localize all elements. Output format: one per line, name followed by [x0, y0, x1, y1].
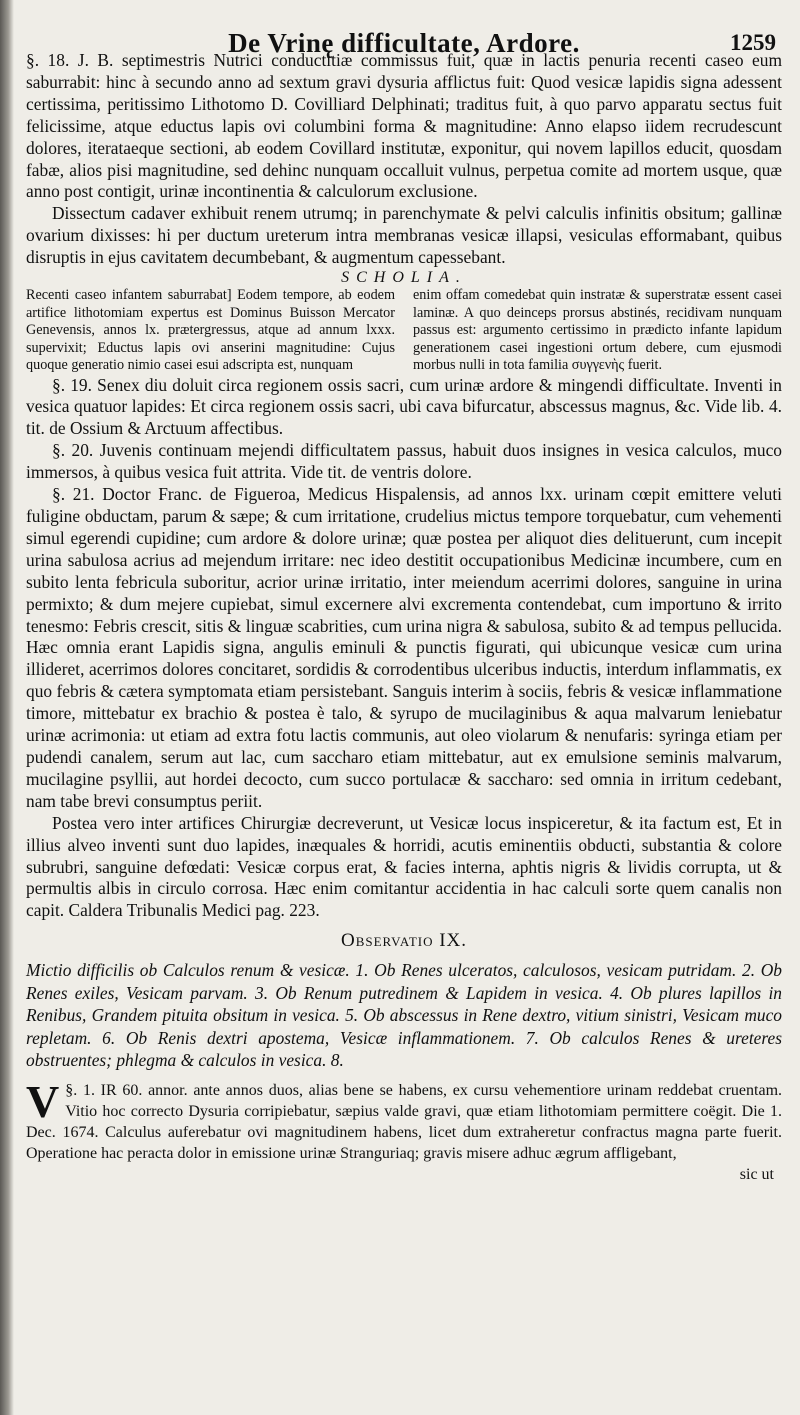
page-header — [26, 0, 782, 58]
scholia-heading: SCHOLIA. — [341, 269, 467, 287]
paragraph-21: §. 21. Doctor Franc. de Figueroa, Medicus Hispalensis, ad annos lxx. urinam cœpit emittere veluti fuligine obductam, parum & sæpe; & cum irritatione, crudelius mictus tempore torquebatur, cum vehementi simul egerendi cupidine; cum ardore & dolore urinæ; quæ postea per aliquot dies delituerunt, cum incepit urina sabulosa acrius ad mejendum irritare: nec ideo destitit occupationibus Medicinæ incumbere, cum en subito lenta febricula suboritur, acrior urinæ irritatio, inter meiendum acerrimi dolores, sanguine in urina permixto; & dum mejere cupiebat, simul excernere alvi excrementa contendebat, cum importuno & irrito tenesmo: Febris crescit, sitis & linguæ scabrities, cum urina nigra & sabulosa, subito & ad tempus pellucida. Hæc omnia erant Lapidis signa, angulis eminuli & punctis figurati, qui ubicunque vesicæ cum urina illideret, acerrimos dolores concitaret, sordidis & corrodentibus ulceribus inductis, interdum inflammatis, ex quo febris & cætera symptomata etiam persistebant. Sanguis interim à sociis, febris & vesicæ inflammatione timore, mittebatur ex brachio & postea è talo, & syrupo de mucilaginibus & aqua malvarum leniebatur urinæ acrimonia: ut etiam ad extra fotu lactis communis, aut oleo violarum & nenufaris: syringa etiam per pudendi canalem, serum aut lac, cum saccharo etiam mittebatur, aut ex emulsione seminis malvarum, mucilagine psyllii, aut hordei decocto, cum succo portulacæ & saccharo: sed omnia in irritum cedebant, nam tabe brevi consumptus periit. — [26, 484, 782, 811]
main-text-top — [26, 50, 782, 269]
paragraph-20: §. 20. Juvenis continuam mejendi difficultatem passus, habuit duos insignes in vesica calculos, muco immersos, à quibus vesica fuit attrita. Vide tit. de ventris dolore. — [26, 440, 782, 483]
scholia-left-column: Recenti caseo infantem saburrabat] Eodem tempore, ab eodem artifice lithotomiam expertus est Dominus Buisson Mercator Genevensis, annos lx. prætergressus, atque ad annum lxxx. supervixit; Eductus lapis ovi anserini magnitudine: Cujus quoque generatio nimio casei esui adscripta est, nunquam — [26, 287, 395, 374]
scholia-columns — [26, 287, 782, 375]
running-title: De Vrinę difficultate, Ardore. — [228, 28, 580, 58]
scholia-right-column: enim offam comedebat quin instratæ & superstratæ essent casei laminæ. A quo deinceps prorsus abstinés, recidivam nunquam passus est: argumento certissimo in prædicto infante lapidum generationem casei ingestioni ortum debere, cum ejusmodi morbus nulli in tota familia συγγενὴς fuerit. — [413, 287, 782, 374]
observatio-paragraph-1 — [26, 1075, 783, 1165]
page-number: 1259 — [730, 30, 776, 55]
observatio-summary: Mictio difficilis ob Calculos renum & vesicæ. 1. Ob Renes ulceratos, calculosos, vesicam putridam. 2. Ob Renes exiles, Vesicam parvam. 3. Ob Renum putredinem & Lapidem in vesica. 4. Ob plures lapillos in Renibus, Grandem pituita obsitum in vesica. 5. Ob abscessus in Rene dextro, vitium sinistri, Vesicam muco repletam. 6. Ob Renis dextri apostema, Vesicæ inflammationem. 7. Ob calculos Renes & ureteres obstruentes; phlegma & calculos in vesica. 8. — [26, 960, 782, 1071]
observatio-paragraph-text: IR 60. annor. ante annos duos, alias bene se habens, ex cursu vehementiore urinam reddebat cruentam. Vitio hoc correcto Dysuria corripiebatur, sæpius valde gravi, quæ etiam lithotomiam permittere coëgit. Die 1. Dec. 1674. Calculus auferebatur ovi magnitudinem habens, licet dum extraheretur confractus magna parte fuerit. Operatione hac peracta dolor in emissione urinæ Stranguriaq; gravis misere adhuc ægrum affligebant, — [26, 1081, 783, 1163]
section-label: §. 1. — [65, 1081, 95, 1099]
paragraph-postea: Postea vero inter artifices Chirurgiæ decreverunt, ut Vesicæ locus inspiceretur, & ita factum est, Et in illius alveo inventi sunt duo lapides, inæquales & horridi, acutis eminentiis obducti, substantia & colore subrubri, sanguine defœdati: Vesicæ corpus erat, & facies interna, aphtis nigris & lividis corrupta, ut & permultis albis in circulo corrosa. Hæc enim comitantur accidentia in hac calculi sorte quem canalis non capit. Caldera Tribunalis Medici pag. 223. — [26, 812, 782, 921]
paragraph-dissection: Dissectum cadaver exhibuit renem utrumq; in parenchymate & pelvi calculis infinitis obsitum; gallinæ ovarium dixisses: hi per ductum ureterum intra membranas vesicæ illapsi, vesiculas efformabant, quibus disruptis in ejus cavitatem decumbebant, & augmentum capessebant. — [26, 203, 782, 268]
observatio-heading: Observatio IX. — [340, 930, 468, 952]
catchword: sic ut — [739, 1165, 774, 1183]
paragraph-18: §. 18. J. B. septimestris Nutrici conductitiæ commissus fuit, quæ in lactis penuria recenti caseo eum saburrabit: hinc à secundo anno ad sextum gravi dysuria afflictus fuit: Quod vesicæ lapidis signa adessent certissima, peritissimo Lithotomo D. Covilliard Delphinati; traditus fuit, à quo parvo apparatu sectus fuit felicissime, atque eductus lapis ovi columbini forma & magnitudine: Anno elapso iidem recrudescunt dolores, iterataeque sectioni, ab eodem Covillard institutæ, exponitur, qui novem lapillos educit, quosdam fabæ, alios pisi magnitudine, sed dehinc nunquam occalluit vulnus, perpetua comite ad mortem usque, quæ anno post contigit, urinæ incontinentia & calculorum exclusione. — [26, 50, 782, 202]
paragraph-19: §. 19. Senex diu doluit circa regionem ossis sacri, cum urinæ ardore & mingendi difficultate. Inventi in vesica quatuor lapides: Et circa regionem ossis sacri, ubi cava bifurcatur, abscessus magnus, &c. Vide lib. 4. tit. de Ossium & Arctuum affectibus. — [26, 374, 782, 439]
main-text-middle — [26, 375, 782, 923]
drop-cap-letter: V — [26, 1075, 60, 1127]
